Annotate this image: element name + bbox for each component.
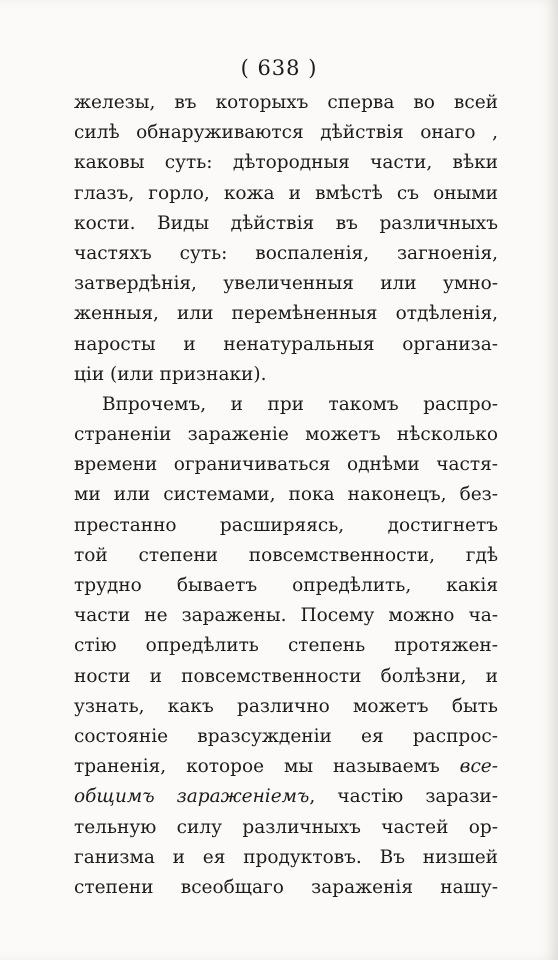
text-line: той степени повсемственности, гдѣ bbox=[74, 544, 498, 566]
text-line: каковы суть: дѣтородныя части, вѣки bbox=[74, 152, 498, 174]
body-text bbox=[74, 88, 498, 903]
text-line: глазъ, горло, кожа и вмѣстѣ съ оными bbox=[74, 182, 498, 204]
page-number: ( 638 ) bbox=[240, 56, 318, 80]
text-line: времени ограничиваться однѣми частя- bbox=[74, 454, 498, 476]
text-line: ности и повсемственности болѣзни, и bbox=[74, 665, 498, 687]
text-line: кости. Виды дѣйствія въ различныхъ bbox=[74, 212, 498, 234]
paragraph-start-line: Впрочемъ, и при такомъ распро- bbox=[102, 393, 498, 415]
text-line: женныя, или перемѣненныя отдѣленія, bbox=[74, 303, 498, 325]
text-line: степени всеобщаго зараженія нашу- bbox=[74, 876, 498, 898]
text-line: ціи (или признаки). bbox=[74, 363, 267, 385]
text-line: страненіи зараженіе можетъ нѣсколько bbox=[74, 424, 498, 446]
text-line: частяхъ суть: воспаленія, загноенія, bbox=[74, 242, 498, 264]
text-line: ми или системами, пока наконецъ, без- bbox=[74, 484, 498, 506]
text-line: стію опредѣлить степень протяжен- bbox=[74, 635, 498, 657]
text-line-with-italic bbox=[74, 752, 498, 782]
text-line: тельную силу различныхъ частей ор- bbox=[74, 816, 498, 838]
text-line: трудно бываетъ опредѣлить, какія bbox=[74, 575, 498, 596]
text-line: ганизма и ея продуктовъ. Въ низшей bbox=[74, 846, 498, 868]
text-line: престанно расширяясь, достигнетъ bbox=[74, 514, 498, 536]
text-line: силѣ обнаруживаются дѣйствія онаго , bbox=[74, 122, 498, 144]
text-line: части не заражены. Посему можно ча- bbox=[74, 605, 498, 627]
plain-segment: , частію зарази- bbox=[309, 786, 498, 808]
text-line: наросты и ненатуральныя организа- bbox=[74, 333, 498, 355]
text-line: состояніе вразсужденіи ея распрос- bbox=[74, 725, 498, 747]
text-line-with-italic bbox=[74, 782, 498, 812]
italic-term: общимъ зараженіемъ bbox=[74, 786, 310, 808]
italic-term: все- bbox=[459, 756, 498, 778]
plain-segment: траненія, которое мы называемъ bbox=[74, 756, 460, 778]
text-line: железы, въ которыхъ сперва во всей bbox=[74, 92, 498, 113]
text-line: узнать, какъ различно можетъ быть bbox=[74, 695, 498, 717]
text-line: затвердѣнія, увеличенныя или умно- bbox=[74, 273, 498, 295]
